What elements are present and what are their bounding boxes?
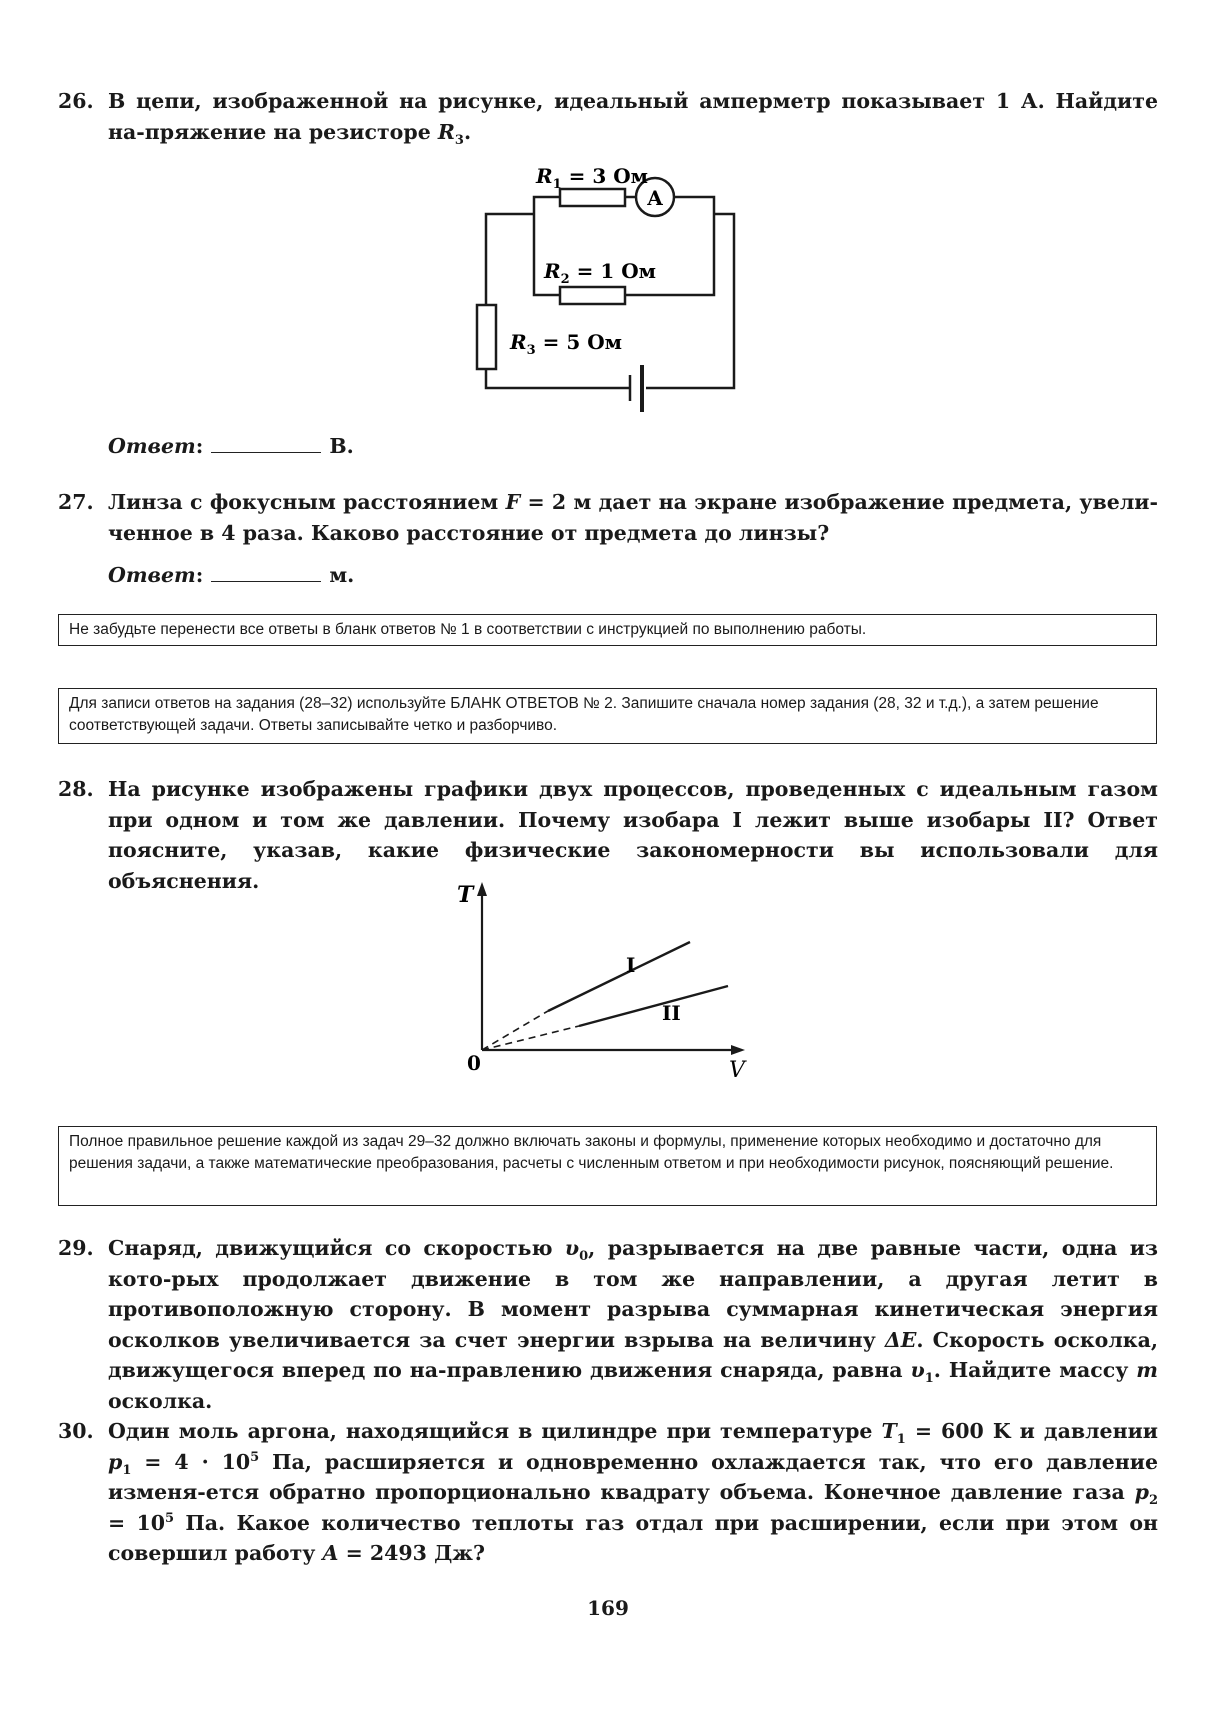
isobar-1-label: I xyxy=(626,953,636,977)
note-full-solution: Полное правильное решение каждой из задач 29–32 должно включать законы и формулы, применение которых необходимо и достаточно для решения задачи, а также математические преобразования, расчеты с численным ответом и при необходимости рисунок, поясняющий решение. xyxy=(58,1126,1157,1206)
answer-27: Ответ: м. xyxy=(108,563,355,587)
ammeter-symbol: A xyxy=(647,186,663,210)
note-answer-sheet-2: Для записи ответов на задания (28–32) используйте БЛАНК ОТВЕТОВ № 2. Запишите сначала номер задания (28, 32 и т.д.), а затем решение соответствующей задачи. Ответы записывайте четко и разборчиво. xyxy=(58,688,1157,744)
problem-number: 30. xyxy=(58,1419,94,1443)
problem-number: 26. xyxy=(58,89,94,113)
problem-text: Один моль аргона, находящийся в цилиндре при температуре $T_1 = 600$ K и давлении $p_1 = 4 \cdot 10^5$ Па, расширяется и одновременно охлаждается так, что его давление изменя-ется обратно пропорционально квадрату объема. Конечное давление газа $p_2 = 10^5$ Па. Какое количество теплоты газ отдал при расширении, если при этом он совершил работу A = 2493 Дж? xyxy=(108,1419,1159,1565)
r2-label: $R_2 = 1$ Ом xyxy=(544,259,657,287)
problem-29 xyxy=(58,1233,1158,1416)
answer-26: Ответ: В. xyxy=(108,434,354,458)
problem-26 xyxy=(58,86,1158,147)
problem-number: 28. xyxy=(58,777,94,801)
problem-text: Линза с фокусным расстоянием F = 2 м дает на экране изображение предмета, увели-ченное в 4 раза. Каково расстояние от предмета до линзы? xyxy=(108,490,1158,545)
problem-number: 29. xyxy=(58,1236,94,1260)
y-axis-label: T xyxy=(457,882,474,908)
r1-label: $R_1 = 3$ Ом xyxy=(536,165,649,192)
problem-text: На рисунке изображены графики двух процессов, проведенных с идеальным газом при одном и том же давлении. Почему изобара I лежит выше изобары II? Ответ поясните, указав, какие физические закономерности вы использовали для объяснения. xyxy=(108,777,1158,893)
isobar-graph xyxy=(445,880,765,1085)
answer-blank[interactable] xyxy=(211,432,321,453)
problem-28 xyxy=(58,774,1158,896)
problem-30 xyxy=(58,1416,1158,1569)
r3-label: $R_3 = 5$ Ом xyxy=(510,330,623,358)
problem-text: В цепи, изображенной на рисунке, идеальный амперметр показывает 1 А. Найдите на-пряжение на резисторе $R_3$. xyxy=(108,89,1158,148)
problem-27 xyxy=(58,487,1158,548)
page-number: 169 xyxy=(587,1596,629,1620)
answer-blank[interactable] xyxy=(211,561,321,582)
x-axis-label: V xyxy=(729,1058,745,1083)
problem-text: Снаряд, движущийся со скоростью $\upsilon_0$, разрывается на две равные части, одна из кото-рых продолжает движение в том же направлении, а другая летит в противоположную сторону. В момент разрыва суммарная кинетическая энергия осколков увеличивается за счет энергии взрыва на величину ΔE. Скорость осколка, движущегося вперед по на-правлению движения снаряда, равна $\upsilon_1$. Найдите массу m осколка. xyxy=(108,1236,1159,1413)
problem-number: 27. xyxy=(58,490,94,514)
isobar-2-label: II xyxy=(662,1001,681,1025)
origin-label: 0 xyxy=(467,1051,481,1075)
circuit-diagram xyxy=(470,165,760,425)
note-transfer-answers: Не забудьте перенести все ответы в бланк ответов № 1 в соответствии с инструкцией по выполнению работы. xyxy=(58,614,1157,646)
